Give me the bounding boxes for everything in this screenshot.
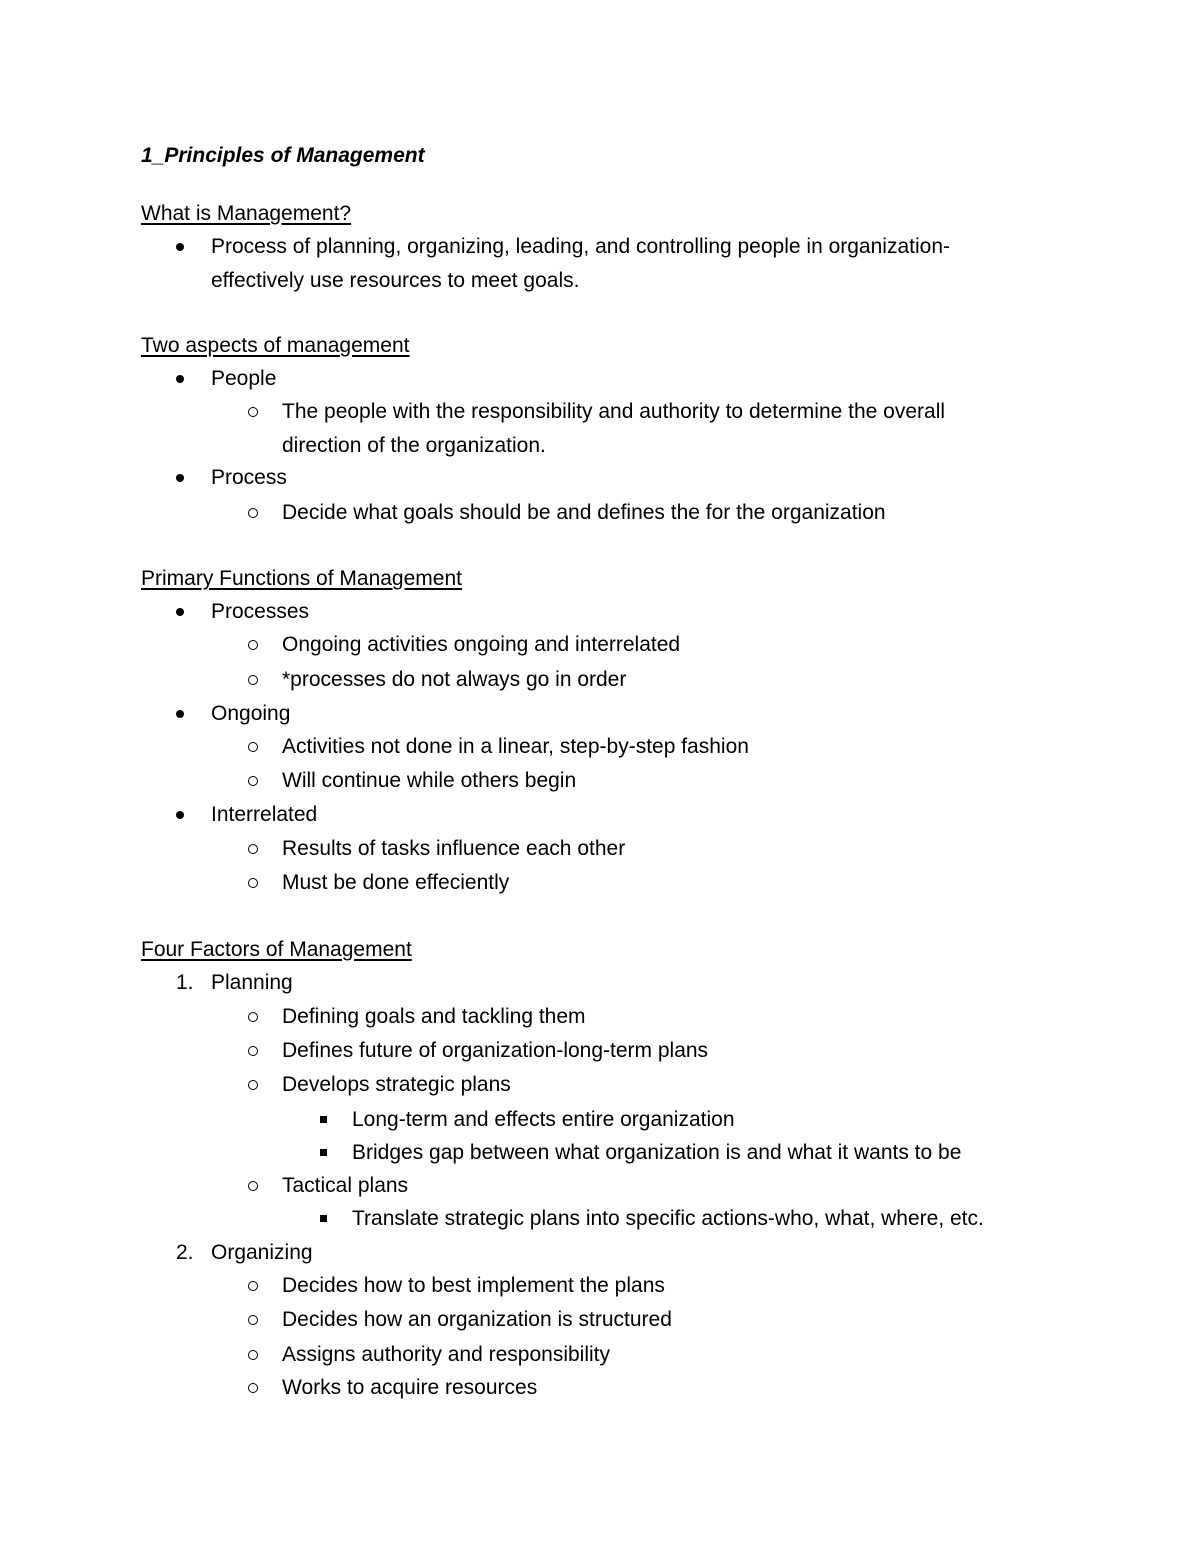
section-heading-two-aspects: Two aspects of management [141, 334, 410, 357]
sub-sub-item-text: Long-term and effects entire organization [352, 1108, 735, 1131]
sub-item-text: Must be done effeciently [282, 871, 510, 894]
bullet-circle-icon [248, 1012, 258, 1022]
list-item-text: People [211, 367, 277, 390]
bullet-circle-icon [248, 1181, 258, 1191]
list-item-text: Interrelated [211, 803, 318, 826]
list-item-text: Process [211, 466, 287, 489]
bullet-circle-icon [248, 508, 258, 518]
sub-item-text: Will continue while others begin [282, 769, 577, 792]
sub-item-text: Tactical plans [282, 1174, 409, 1197]
bullet-square-icon [320, 1149, 327, 1156]
bullet-dot-icon [176, 474, 184, 482]
bullet-circle-icon [248, 742, 258, 752]
bullet-circle-icon [248, 675, 258, 685]
sub-item-text: Works to acquire resources [282, 1376, 538, 1399]
sub-sub-item-text: Translate strategic plans into specific actions-who, what, where, etc. [352, 1207, 984, 1230]
section-heading-what-is-management: What is Management? [141, 202, 352, 225]
sub-item-text-continued: direction of the organization. [282, 434, 546, 457]
list-item-text: Ongoing [211, 702, 291, 725]
bullet-dot-icon [176, 608, 184, 616]
sub-item-text: Assigns authority and responsibility [282, 1343, 611, 1366]
bullet-circle-icon [248, 1383, 258, 1393]
list-item-text: Process of planning, organizing, leading, and controlling people in organization- [211, 235, 950, 258]
bullet-dot-icon [176, 375, 184, 383]
bullet-square-icon [320, 1215, 327, 1222]
bullet-circle-icon [248, 640, 258, 650]
list-item-text-continued: effectively use resources to meet goals. [211, 269, 580, 292]
sub-item-text: Decides how an organization is structured [282, 1308, 672, 1331]
bullet-dot-icon [176, 710, 184, 718]
list-item-text: Organizing [211, 1241, 313, 1264]
list-item-text: Planning [211, 971, 293, 994]
bullet-circle-icon [248, 844, 258, 854]
sub-item-text: Ongoing activities ongoing and interrelated [282, 633, 681, 656]
sub-item-text: The people with the responsibility and authority to determine the overall [282, 400, 946, 423]
sub-item-text: Results of tasks influence each other [282, 837, 626, 860]
bullet-dot-icon [176, 811, 184, 819]
bullet-circle-icon [248, 1281, 258, 1291]
list-number: 1. [176, 971, 194, 994]
sub-item-text: Decides how to best implement the plans [282, 1274, 665, 1297]
sub-item-text: Decide what goals should be and defines the for the organization [282, 501, 886, 524]
document-title: 1_Principles of Management [141, 144, 425, 167]
bullet-circle-icon [248, 1350, 258, 1360]
section-heading-four-factors: Four Factors of Management [141, 938, 412, 961]
bullet-circle-icon [248, 407, 258, 417]
sub-sub-item-text: Bridges gap between what organization is and what it wants to be [352, 1141, 962, 1164]
bullet-circle-icon [248, 776, 258, 786]
sub-item-text: Develops strategic plans [282, 1073, 511, 1096]
sub-item-text: Activities not done in a linear, step-by-step fashion [282, 735, 749, 758]
sub-item-text: *processes do not always go in order [282, 668, 627, 691]
bullet-dot-icon [176, 243, 184, 251]
bullet-circle-icon [248, 1315, 258, 1325]
bullet-square-icon [320, 1116, 327, 1123]
bullet-circle-icon [248, 1046, 258, 1056]
list-item-text: Processes [211, 600, 310, 623]
bullet-circle-icon [248, 878, 258, 888]
list-number: 2. [176, 1241, 194, 1264]
section-heading-primary-functions: Primary Functions of Management [141, 567, 462, 590]
sub-item-text: Defining goals and tackling them [282, 1005, 586, 1028]
bullet-circle-icon [248, 1080, 258, 1090]
sub-item-text: Defines future of organization-long-term plans [282, 1039, 709, 1062]
